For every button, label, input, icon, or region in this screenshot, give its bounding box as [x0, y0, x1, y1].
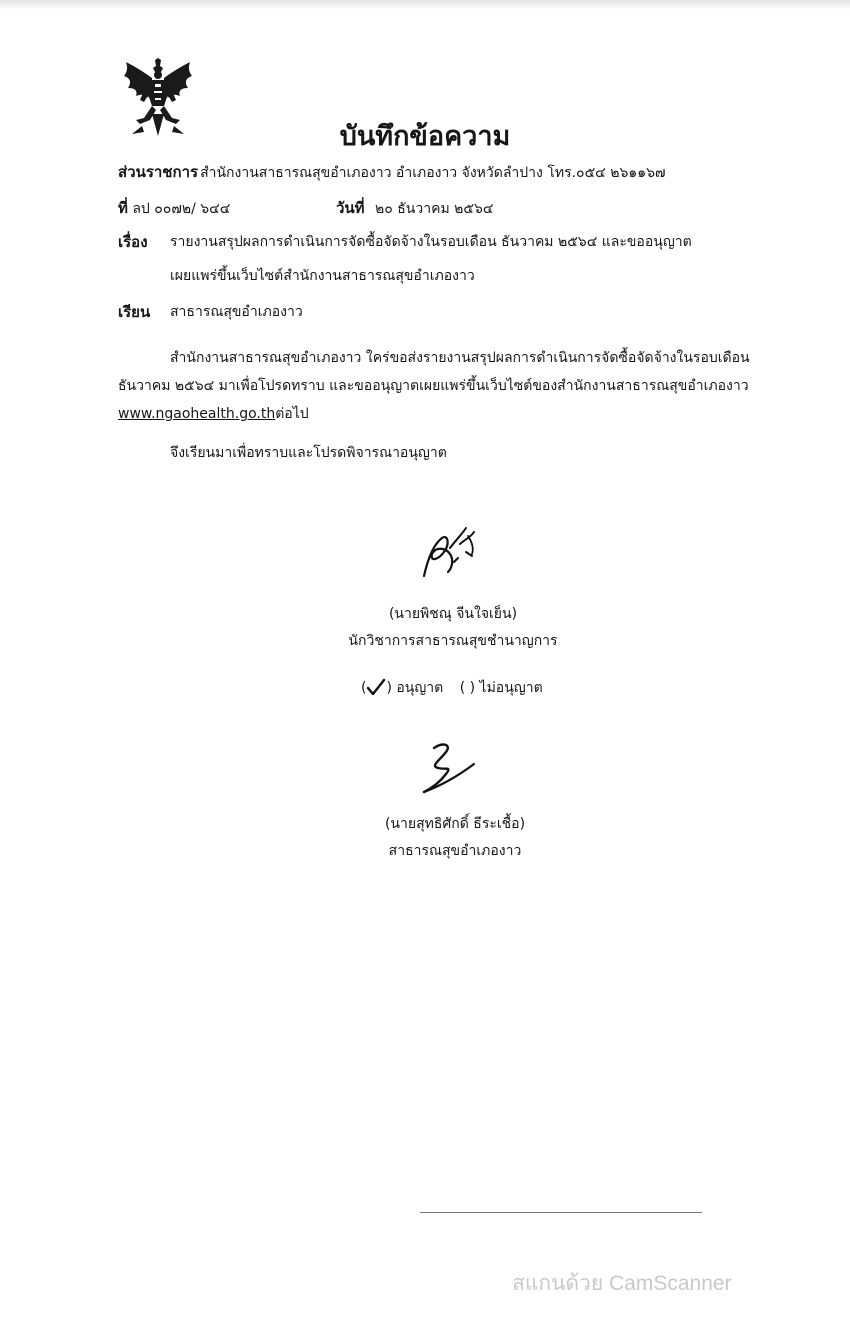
deny-option: ( ) ไม่อนุญาต: [459, 680, 543, 696]
date-label: วันที่: [336, 199, 365, 217]
agency-line: [118, 160, 666, 184]
approve-open-paren: (: [361, 680, 367, 696]
footer-divider: [420, 1212, 702, 1213]
body-line-3: [118, 401, 309, 428]
reference-value: ลป ๐๐๗๒/ ๖๔๔: [132, 201, 231, 217]
signer1-name: (นายพิชณุ จีนใจเย็น): [388, 606, 518, 622]
recipient-value: สาธารณสุขอำเภองาว: [170, 304, 303, 320]
agency-label: ส่วนราชการ: [118, 163, 199, 181]
reference-label: ที่: [118, 199, 128, 217]
body-line-3-tail: ต่อไป: [275, 406, 309, 422]
subject-label: เรื่อง: [118, 233, 148, 251]
signer2-name: (นายสุทธิศักดิ์ ธีระเชื้อ): [384, 816, 526, 832]
recipient-label: เรียน: [118, 303, 151, 321]
subject-line-2: เผยแพร่ขึ้นเว็บไซต์สำนักงานสาธารณสุขอำเภองาว: [170, 268, 475, 284]
signer1-title: นักวิชาการสาธารณสุขชำนาญการ: [348, 633, 558, 649]
date-value: ๒๐ ธันวาคม ๒๕๖๔: [375, 201, 494, 217]
memo-title: บันทึกข้อความ: [339, 121, 511, 152]
checkmark-icon[interactable]: [366, 678, 386, 698]
date-line: [336, 196, 493, 220]
subject-line-1: รายงานสรุปผลการดำเนินการจัดซื้อจัดจ้างในรอบเดือน ธันวาคม ๒๕๖๔ และขออนุญาต: [170, 234, 692, 250]
handwritten-signature-icon: [412, 738, 484, 800]
camscanner-watermark: สแกนด้วย CamScanner: [512, 1272, 732, 1295]
website-link[interactable]: www.ngaohealth.go.th: [118, 406, 276, 422]
signer2-title: สาธารณสุขอำเภองาว: [388, 843, 522, 859]
body-line-2: ธันวาคม ๒๕๖๔ มาเพื่อโปรดทราบ และขออนุญาตเผยแพร่ขึ้นเว็บไซต์ของสำนักงานสาธารณสุขอำเภองาว: [118, 378, 749, 394]
scan-edge-shadow: [0, 0, 850, 10]
approve-option: ) อนุญาต: [386, 680, 444, 696]
approval-options: [361, 677, 543, 699]
handwritten-signature-icon: [410, 518, 490, 584]
body-line-1: สำนักงานสาธารณสุขอำเภองาว ใคร่ขอส่งรายงานสรุปผลการดำเนินการจัดซื้อจัดจ้างในรอบเดือน: [170, 350, 750, 366]
agency-value: สำนักงานสาธารณสุขอำเภองาว อำเภองาว จังหวัดลำปาง โทร.๐๕๔ ๒๖๑๑๖๗: [200, 165, 666, 181]
reference-line: [118, 196, 230, 220]
closing-line: จึงเรียนมาเพื่อทราบและโปรดพิจารณาอนุญาต: [170, 445, 447, 461]
